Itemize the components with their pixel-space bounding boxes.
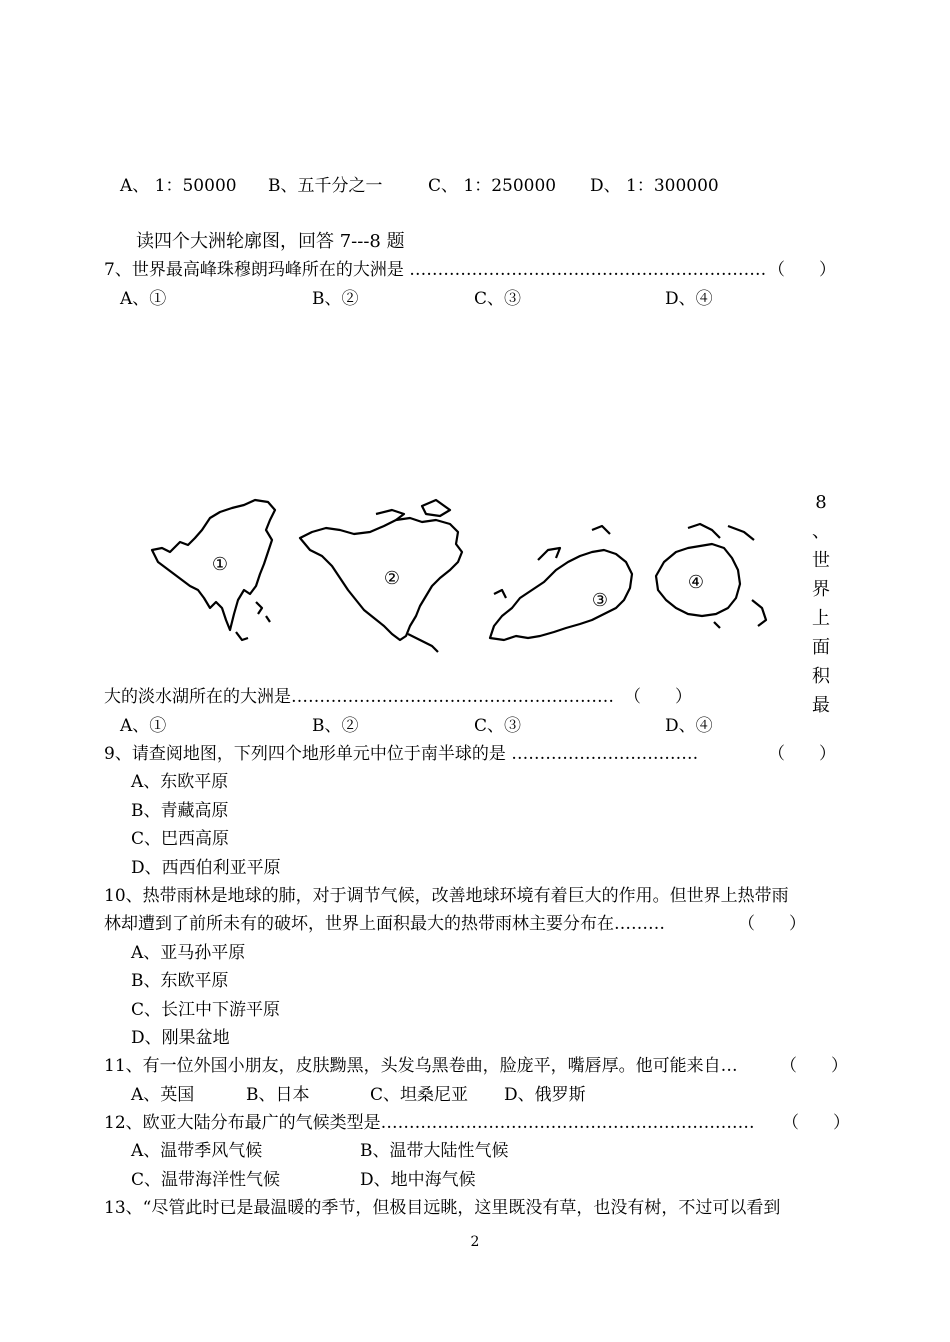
- q10-option-c: C、长江中下游平原: [131, 1000, 281, 1020]
- q12-option-d: D、地中海气候: [360, 1170, 476, 1190]
- q7-option-d: D、④: [665, 289, 713, 309]
- q12-stem: 12、欧亚大陆分布最广的气候类型是…………………………………………………………: [104, 1113, 755, 1133]
- q13-stem-line1: 13、“尽管此时已是最温暖的季节，但极目远眺，这里既没有草，也没有树，不过可以看到: [104, 1198, 781, 1218]
- q12-option-c: C、温带海洋性气候: [131, 1170, 281, 1190]
- q10-option-b: B、东欧平原: [131, 971, 229, 991]
- q7-option-c: C、③: [474, 289, 522, 309]
- q11-option-d: D、俄罗斯: [504, 1085, 586, 1105]
- q9-answer-bracket: （ ）: [768, 744, 836, 764]
- q7-stem: 7、世界最高峰珠穆朗玛峰所在的大洲是 ………………………………………………………: [104, 260, 767, 280]
- map-label-2: ②: [383, 568, 401, 589]
- q10-stem-line2: 林却遭到了前所未有的破坏，世界上面积最大的热带雨林主要分布在………: [104, 914, 665, 934]
- q8-answer-bracket: （ ）: [624, 687, 692, 707]
- q12-answer-bracket: （ ）: [782, 1113, 850, 1133]
- q8-vchar: 最: [812, 695, 830, 716]
- continent-outline-maps: [140, 490, 785, 660]
- q7-option-a: A、①: [120, 289, 167, 309]
- q8-vchar: 上: [812, 608, 830, 629]
- q8-option-d: D、④: [665, 716, 713, 736]
- q8-vchar: 世: [812, 550, 830, 571]
- q8-stem: 大的淡水湖所在的大洲是…………………………………………………: [104, 687, 614, 707]
- page-number: 2: [470, 1234, 480, 1250]
- q9-stem: 9、请查阅地图，下列四个地形单元中位于南半球的是 ……………………………: [104, 744, 699, 764]
- q6-option-d: D、 1：300000: [590, 176, 719, 196]
- q8-option-b: B、②: [312, 716, 359, 736]
- q11-option-a: A、英国: [131, 1085, 195, 1105]
- q9-option-c: C、巴西高原: [131, 829, 230, 849]
- map-label-4: ④: [687, 572, 705, 593]
- q7-option-b: B、②: [312, 289, 359, 309]
- q9-option-a: A、东欧平原: [131, 772, 229, 792]
- q6-option-c: C、 1：250000: [428, 176, 557, 196]
- q11-answer-bracket: （ ）: [780, 1056, 848, 1076]
- q11-option-b: B、日本: [246, 1085, 310, 1105]
- q9-option-d: D、西西伯利亚平原: [131, 858, 281, 878]
- q10-option-a: A、亚马孙平原: [131, 943, 246, 963]
- q8-vchar: 界: [812, 579, 830, 600]
- q11-option-c: C、坦桑尼亚: [370, 1085, 469, 1105]
- q8-option-c: C、③: [474, 716, 522, 736]
- section-intro: 读四个大洲轮廓图，回答 7---8 题: [136, 231, 405, 252]
- north-america-outline: [300, 518, 462, 640]
- q8-vchar: 积: [812, 666, 830, 687]
- q11-stem: 11、有一位外国小朋友，皮肤黝黑，头发乌黑卷曲，脸庞平，嘴唇厚。他可能来自…: [104, 1056, 738, 1076]
- europe-outline: [490, 550, 632, 640]
- q12-option-a: A、温带季风气候: [131, 1141, 263, 1161]
- q8-vchar: 8 、: [812, 492, 830, 542]
- q7-answer-bracket: （ ）: [768, 260, 836, 280]
- q8-vertical-prefix: [810, 488, 832, 720]
- q10-answer-bracket: （ ）: [738, 914, 806, 934]
- q10-option-d: D、刚果盆地: [131, 1028, 230, 1048]
- map-label-3: ③: [591, 590, 609, 611]
- q12-option-b: B、温带大陆性气候: [360, 1141, 509, 1161]
- q6-option-b: B、五千分之一: [268, 176, 383, 196]
- q10-stem-line1: 10、热带雨林是地球的肺，对于调节气候，改善地球环境有着巨大的作用。但世界上热带雨: [104, 886, 789, 906]
- q9-option-b: B、青藏高原: [131, 801, 229, 821]
- q8-vchar: 面: [812, 637, 830, 658]
- q6-option-a: A、 1：50000: [120, 176, 237, 196]
- map-label-1: ①: [211, 554, 229, 575]
- q8-option-a: A、①: [120, 716, 167, 736]
